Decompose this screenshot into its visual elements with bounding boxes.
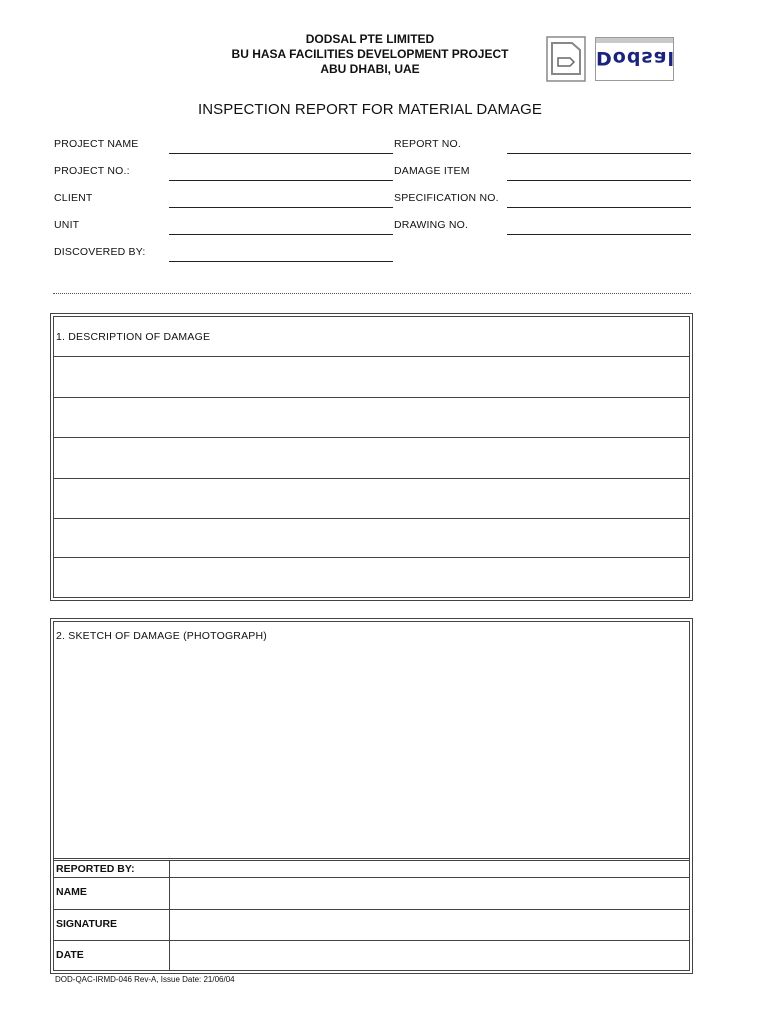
dodsal-logo [595,37,674,81]
label-discovered-by: DISCOVERED BY: [54,246,146,258]
description-line[interactable] [54,437,689,438]
label-damage-item: DAMAGE ITEM [394,165,470,177]
label-project-name: PROJECT NAME [54,138,139,150]
description-line[interactable] [54,397,689,398]
project-name-header: BU HASA FACILITIES DEVELOPMENT PROJECT [231,47,509,61]
discovered-by-field[interactable] [169,261,393,262]
location: ABU DHABI, UAE [320,62,420,76]
drawing-no-field[interactable] [507,234,691,235]
signature-input[interactable] [171,910,689,940]
description-line[interactable] [54,518,689,519]
date-label: DATE [56,949,84,961]
label-drawing-no: DRAWING NO. [394,219,469,231]
company-header [170,32,570,77]
name-input[interactable] [171,878,689,908]
description-line[interactable] [54,478,689,479]
reported-by-label: REPORTED BY: [56,863,135,875]
unit-field[interactable] [169,234,393,235]
signature-label: SIGNATURE [56,918,118,930]
description-title: 1. DESCRIPTION OF DAMAGE [56,331,211,343]
damage-item-field[interactable] [507,180,691,181]
specification-no-field[interactable] [507,207,691,208]
separator [53,293,691,294]
company-name: DODSAL PTE LIMITED [305,32,435,46]
description-line[interactable] [54,557,689,558]
description-inner-border [53,316,690,598]
description-line[interactable] [54,356,689,357]
sketch-title: 2. SKETCH OF DAMAGE (PHOTOGRAPH) [56,630,267,642]
date-input[interactable] [171,941,689,971]
sketch-inner-border [53,621,690,971]
label-specification-no: SPECIFICATION NO. [394,192,499,204]
label-report-no: REPORT NO. [394,138,461,150]
label-project-no: PROJECT NO.: [54,165,130,177]
sketch-divider [54,860,689,861]
project-name-field[interactable] [169,153,393,154]
report-title: INSPECTION REPORT FOR MATERIAL DAMAGE [197,101,543,118]
sketch-section [50,618,693,974]
logo-text: Dodsal [596,47,676,69]
sketch-divider [54,858,689,859]
name-label: NAME [56,886,87,898]
report-no-field[interactable] [507,153,691,154]
project-no-field[interactable] [169,180,393,181]
label-unit: UNIT [54,219,80,231]
description-section [50,313,693,601]
sketch-area[interactable] [54,646,689,856]
dodsal-mark-icon [546,36,586,82]
client-field[interactable] [169,207,393,208]
label-client: CLIENT [54,192,93,204]
document-footer: DOD-QAC-IRMD-046 Rev-A, Issue Date: 21/06/04 [55,975,235,984]
